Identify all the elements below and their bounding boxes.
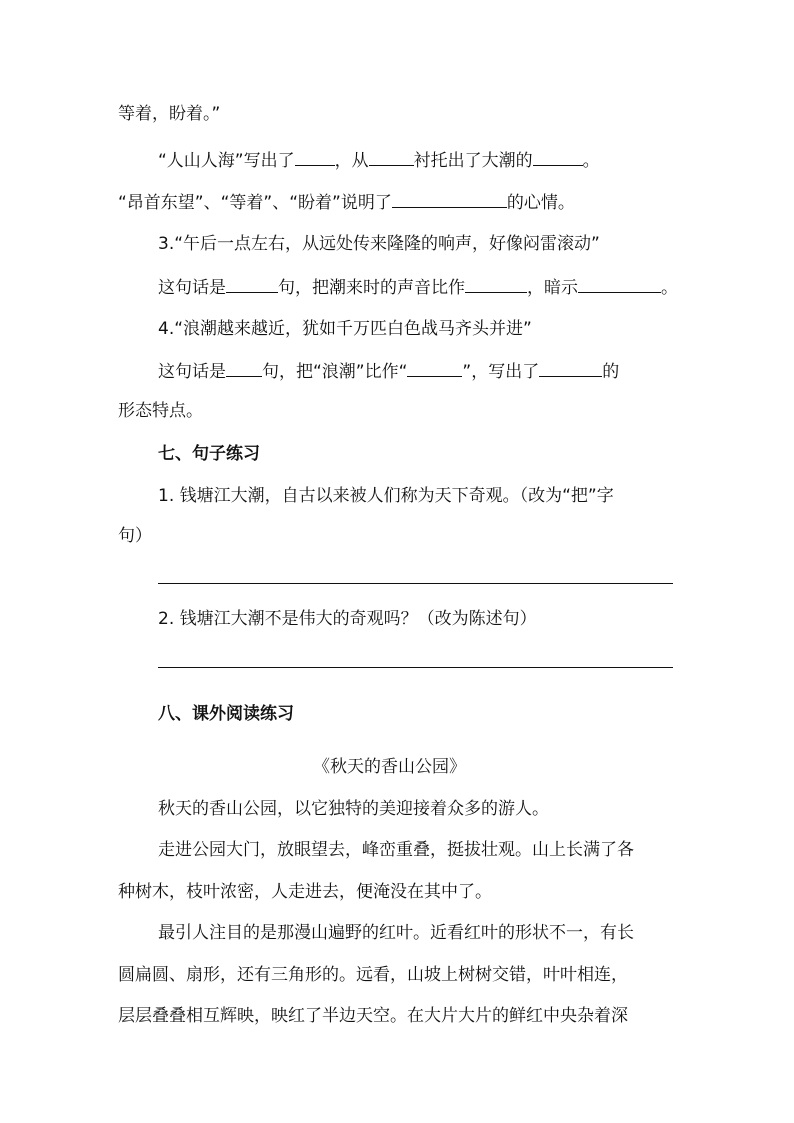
text-segment: ，从 bbox=[334, 151, 369, 171]
question-number-1: 1. 钱塘江大潮，自古以来被人们称为天下奇观。（改为“把”字 bbox=[158, 486, 614, 506]
text-segment: 的心情。 bbox=[506, 193, 575, 213]
section-heading-8: 八、课外阅读练习 bbox=[158, 704, 294, 724]
passage-line: 圆扁圆、扇形，还有三角形的。远看，山坡上树树交错，叶叶相连， bbox=[118, 965, 628, 985]
answer-blank[interactable] bbox=[226, 275, 278, 293]
passage-line: 层层叠叠相互辉映，映红了半边天空。在大片大片的鲜红中央杂着深 bbox=[118, 1006, 628, 1026]
question-number-3: 3.“午后一点左右，从远处传来隆隆的响声，好像闷雷滚动” bbox=[158, 234, 600, 254]
passage-paragraph: 秋天的香山公园，以它独特的美迎接着众多的游人。 bbox=[158, 799, 549, 819]
answer-blank[interactable] bbox=[369, 148, 414, 166]
passage-paragraph: 最引人注目的是那漫山遍野的红叶。近看红叶的形状不一，有长 bbox=[158, 923, 634, 943]
answer-blank[interactable] bbox=[407, 359, 462, 377]
text-segment: ，暗示 bbox=[527, 278, 578, 298]
answer-blank[interactable] bbox=[578, 275, 661, 293]
fill-in-question bbox=[118, 190, 575, 214]
text-line: 句） bbox=[118, 526, 152, 546]
text-segment: “昂首东望”、“等着”、“盼着”说明了 bbox=[118, 193, 392, 213]
answer-line[interactable] bbox=[158, 667, 673, 668]
answer-blank[interactable] bbox=[465, 275, 527, 293]
fill-in-question bbox=[158, 275, 678, 299]
text-segment: 这句话是 bbox=[158, 362, 226, 382]
answer-line[interactable] bbox=[158, 583, 673, 584]
text-segment: 句，把潮来时的声音比作 bbox=[278, 278, 465, 298]
answer-blank[interactable] bbox=[295, 148, 335, 166]
section-heading-7: 七、句子练习 bbox=[158, 444, 260, 464]
text-segment: 衬托出了大潮的 bbox=[413, 151, 533, 171]
fill-in-question bbox=[158, 148, 600, 172]
question-number-2: 2. 钱塘江大潮不是伟大的奇观吗？（改为陈述句） bbox=[158, 609, 537, 629]
text-segment: “人山人海”写出了 bbox=[158, 151, 295, 171]
passage-paragraph: 走进公园大门，放眼望去，峰峦重叠，挺拔壮观。山上长满了各 bbox=[158, 840, 634, 860]
text-segment: 。 bbox=[582, 151, 600, 171]
text-segment: 这句话是 bbox=[158, 278, 226, 298]
answer-blank[interactable] bbox=[539, 359, 602, 377]
text-line: 形态特点。 bbox=[118, 401, 203, 421]
question-number-4: 4.“浪潮越来越近，犹如千万匹白色战马齐头并进” bbox=[158, 319, 532, 339]
passage-title: 《秋天的香山公园》 bbox=[313, 757, 466, 777]
text-segment: 句，把“浪潮”比作“ bbox=[262, 362, 408, 382]
fill-in-question bbox=[158, 359, 619, 383]
text-segment: ”，写出了 bbox=[462, 362, 540, 382]
answer-blank[interactable] bbox=[226, 359, 262, 377]
answer-blank[interactable] bbox=[392, 190, 507, 208]
answer-blank[interactable] bbox=[533, 148, 583, 166]
passage-line: 种树木，枝叶浓密，人走进去，便淹没在其中了。 bbox=[118, 882, 492, 902]
text-line: 等着，盼着。” bbox=[118, 104, 221, 124]
text-segment: 的 bbox=[602, 362, 620, 382]
text-segment: 。 bbox=[661, 278, 678, 298]
